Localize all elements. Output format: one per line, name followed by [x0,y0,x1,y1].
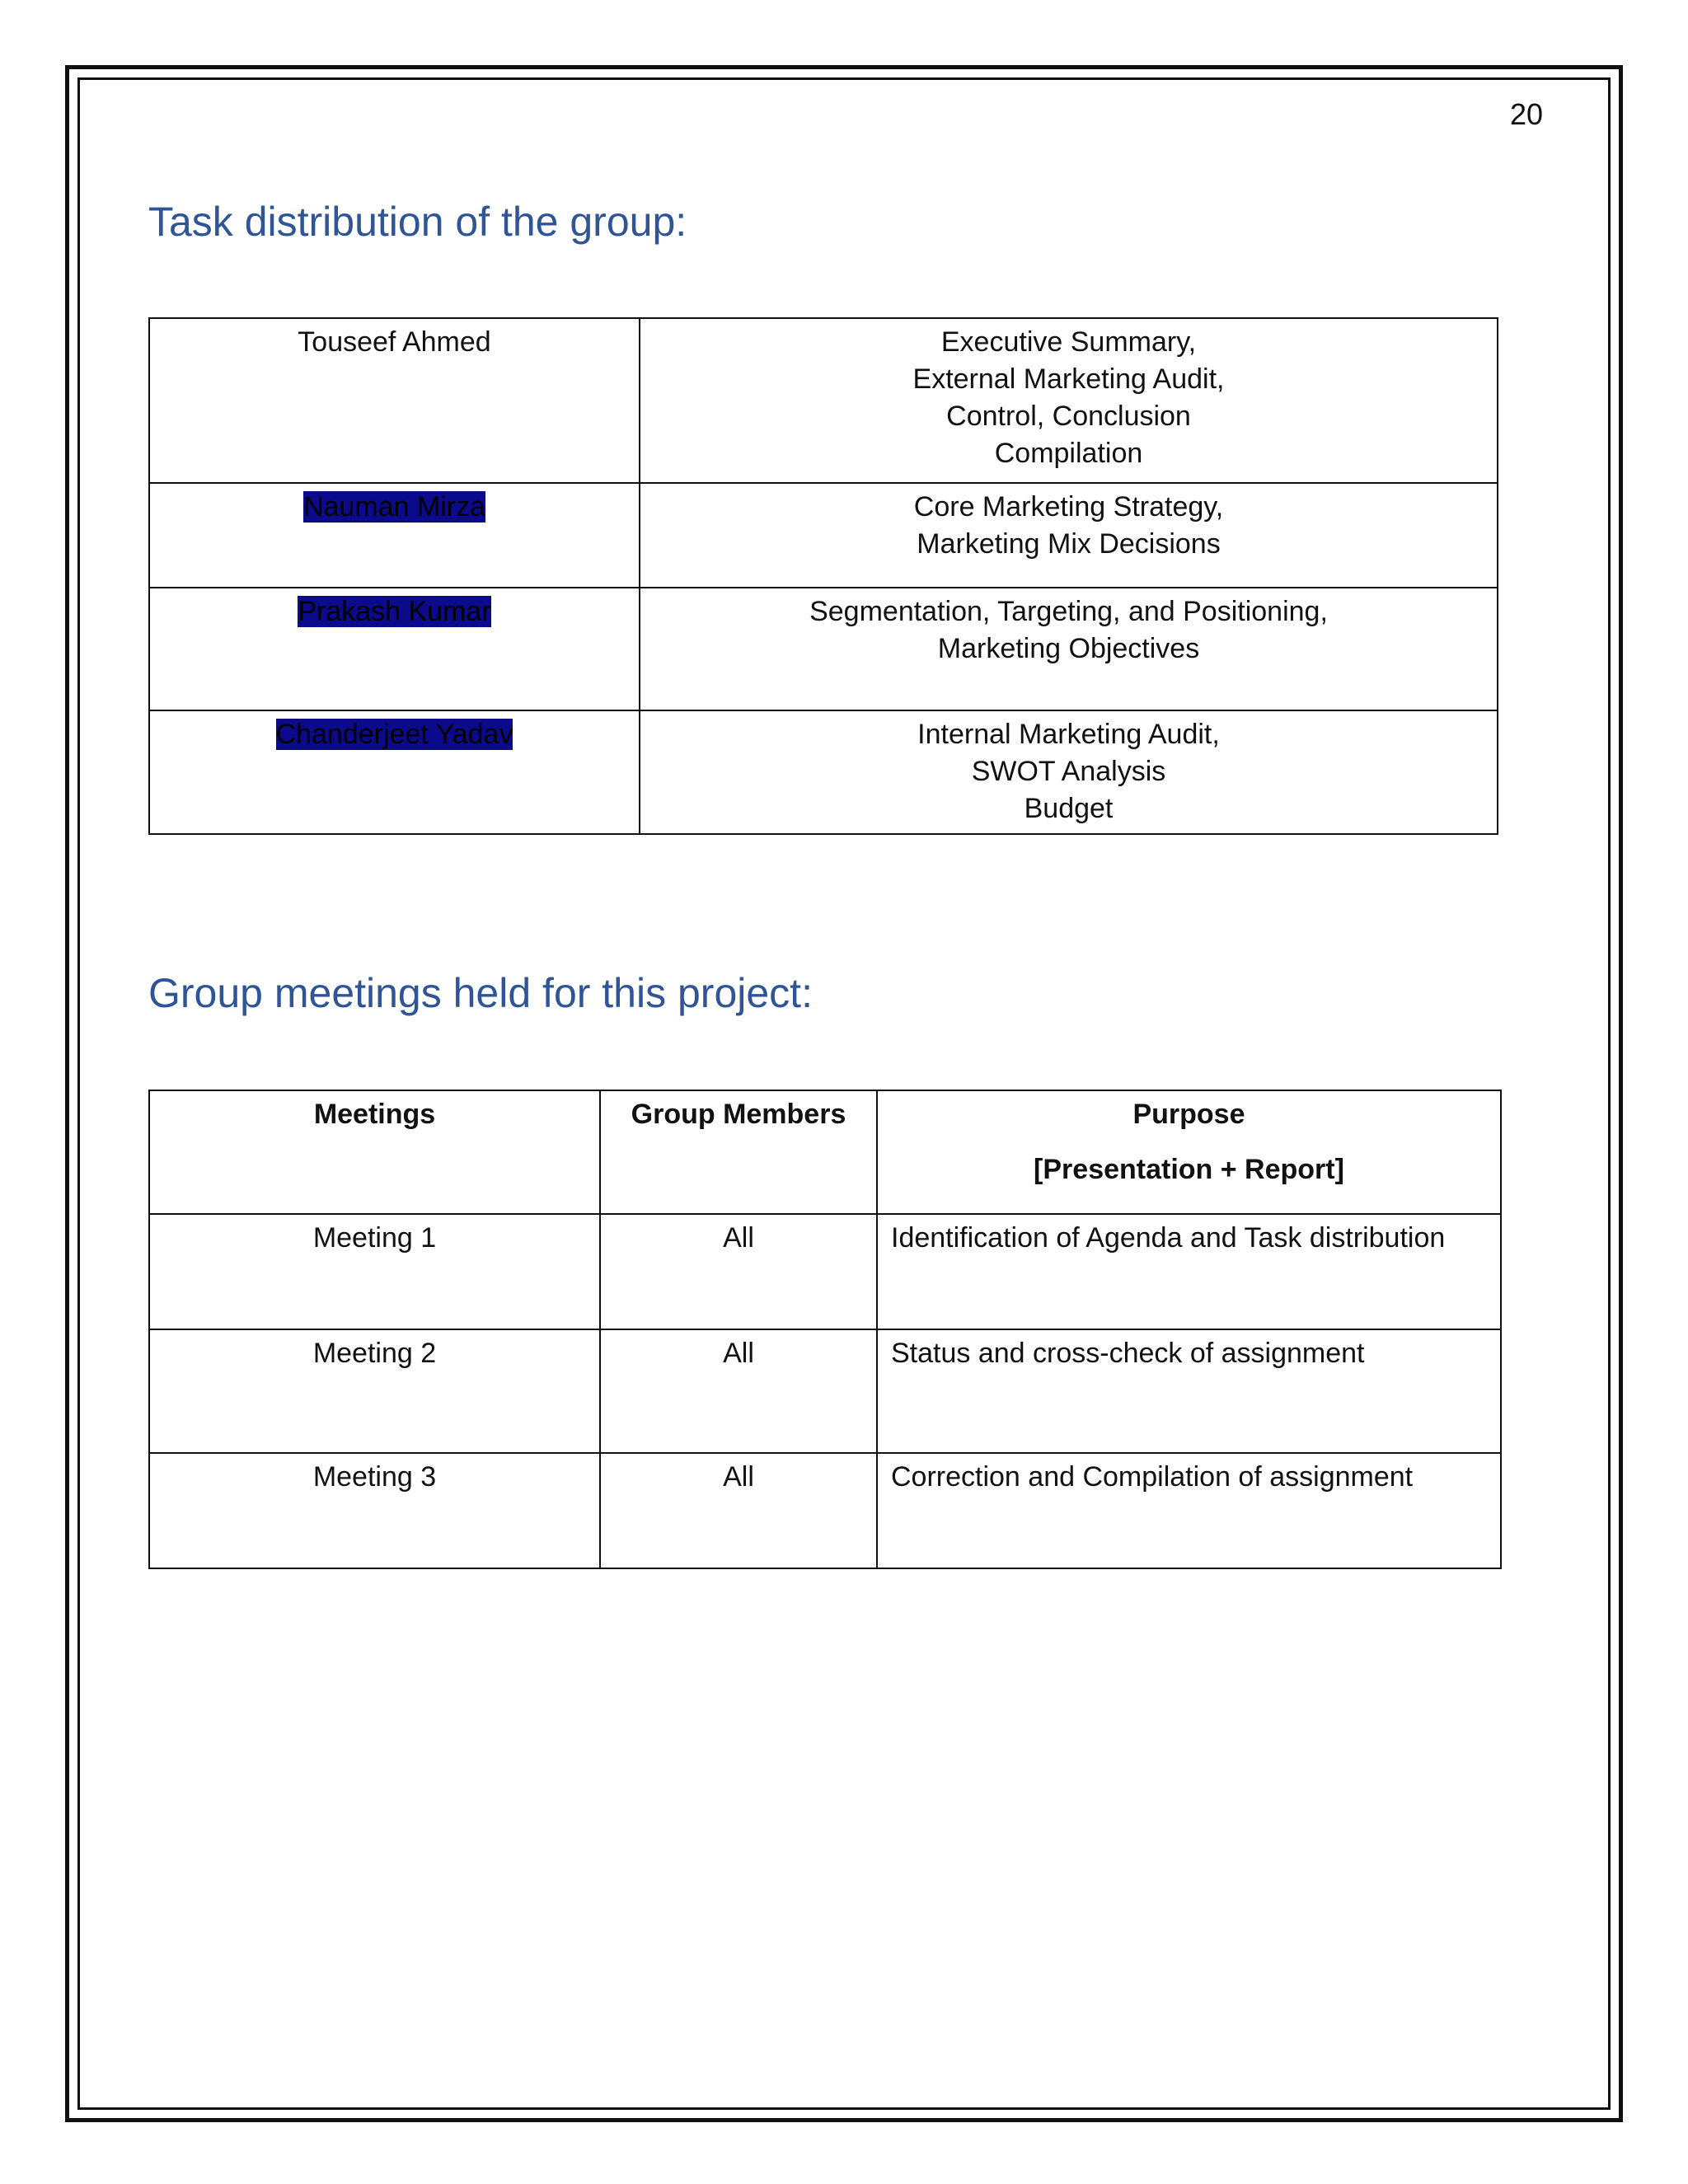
meeting-cell: Meeting 3 [149,1453,600,1568]
table-row [149,1329,1501,1453]
member-cell [149,588,640,710]
group-meetings-table [148,1090,1502,1569]
column-header-group-members: Group Members [600,1090,877,1214]
member-cell [149,483,640,588]
purpose-cell: Identification of Agenda and Task distribution [877,1214,1501,1329]
page-number: 20 [1509,97,1543,131]
members-cell: All [600,1453,877,1568]
tasks-cell [640,710,1498,834]
member-cell [149,710,640,834]
purpose-header-subtitle: [Presentation + Report] [1034,1154,1344,1185]
member-name: Touseef Ahmed [298,326,491,358]
table-row [149,710,1498,834]
task-line: External Marketing Audit, [912,363,1225,395]
member-cell [149,318,640,483]
table-row [149,1453,1501,1568]
group-meetings-heading: Group meetings held for this project: [148,970,813,1016]
table-header-row [149,1090,1501,1214]
task-line: Budget [1024,793,1114,824]
table-row [149,1214,1501,1329]
meeting-cell: Meeting 2 [149,1329,600,1453]
task-distribution-heading: Task distribution of the group: [148,199,687,245]
task-line: Compilation [994,438,1143,469]
purpose-header-label: Purpose [1132,1099,1245,1130]
task-line: Marketing Objectives [937,633,1200,664]
table-row [149,483,1498,588]
column-header-purpose [877,1090,1501,1214]
task-line: Marketing Mix Decisions [917,528,1221,560]
member-name-highlighted: Nauman Mirza [302,491,486,523]
table-row [149,318,1498,483]
tasks-cell [640,588,1498,710]
task-line: Control, Conclusion [946,401,1191,432]
task-line: SWOT Analysis [971,756,1166,787]
task-line: Executive Summary, [940,326,1197,358]
table-row [149,588,1498,710]
members-cell: All [600,1329,877,1453]
task-line: Segmentation, Targeting, and Positioning, [809,596,1328,627]
members-cell: All [600,1214,877,1329]
purpose-cell: Correction and Compilation of assignment [877,1453,1501,1568]
member-name-highlighted: Chanderjeet Yadav [275,719,513,750]
tasks-cell [640,318,1498,483]
task-distribution-table [148,317,1498,835]
meeting-cell: Meeting 1 [149,1214,600,1329]
member-name-highlighted: Prakash Kumar [298,596,491,627]
purpose-cell: Status and cross-check of assignment [877,1329,1501,1453]
task-line: Internal Marketing Audit, [917,719,1220,750]
tasks-cell [640,483,1498,588]
column-header-meetings: Meetings [149,1090,600,1214]
task-line: Core Marketing Strategy, [913,491,1224,523]
